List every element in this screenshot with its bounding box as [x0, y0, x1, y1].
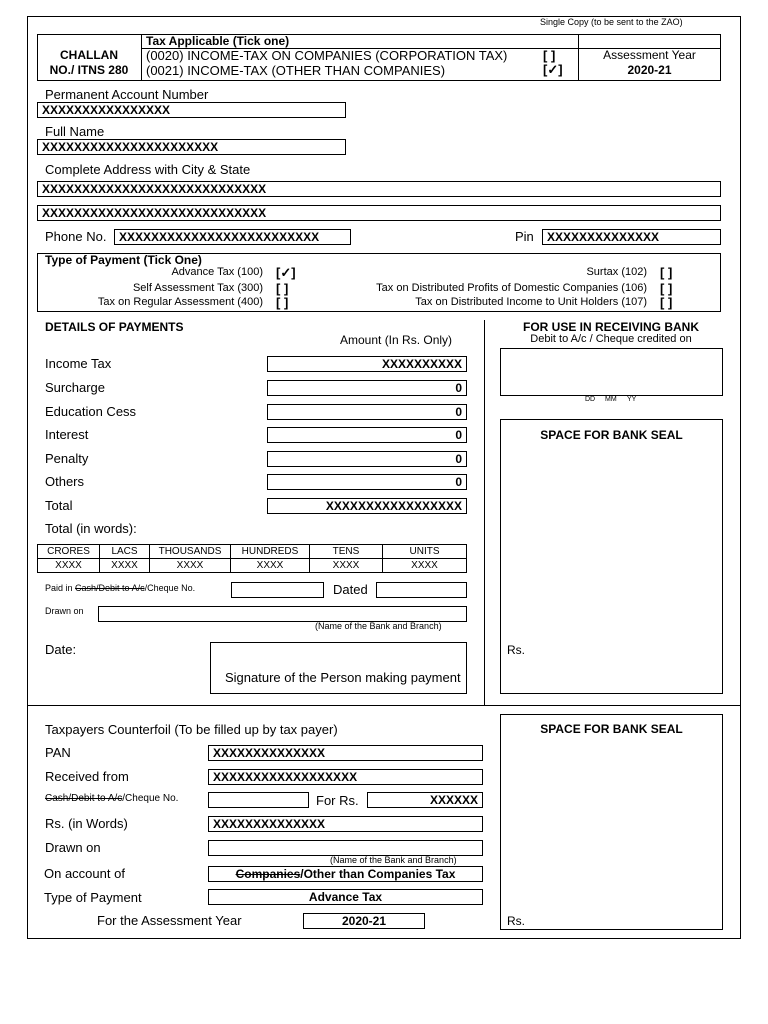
receiving-bank-heading: FOR USE IN RECEIVING BANK — [522, 320, 699, 334]
surtax-checkbox[interactable]: [ ] — [660, 265, 673, 280]
total-label: Total — [45, 498, 73, 513]
surcharge-amount[interactable]: 0 — [267, 380, 467, 396]
counterfoil-bank-seal-label: SPACE FOR BANK SEAL — [540, 722, 683, 736]
amount-in-words-table — [37, 544, 467, 573]
pin-label: Pin — [515, 229, 534, 244]
counterfoil-cheque-label — [45, 793, 178, 804]
counterfoil-type-label: Type of Payment — [44, 890, 142, 905]
penalty-amount[interactable]: 0 — [267, 451, 467, 467]
education-cess-label: Education Cess — [45, 404, 137, 419]
units-header: UNITS — [383, 545, 467, 559]
signature-label: Signature of the Person making payment — [225, 670, 461, 685]
option-0020-checkbox[interactable]: [ ] — [543, 48, 556, 63]
bank-seal-label: SPACE FOR BANK SEAL — [540, 428, 683, 442]
account-rest: /Other than Companies Tax — [300, 867, 456, 881]
name-label: Full Name — [45, 124, 105, 139]
counterfoil-bank-branch-note: (Name of the Bank and Branch) — [330, 855, 457, 865]
address-line2-field[interactable]: XXXXXXXXXXXXXXXXXXXXXXXXXXXX — [37, 205, 721, 221]
counterfoil-heading: Taxpayers Counterfoil (To be filled up by tax payer) — [45, 722, 338, 737]
on-account-of-label: On account of — [44, 866, 125, 881]
counterfoil-pan-field[interactable]: XXXXXXXXXXXXXX — [208, 745, 483, 761]
amount-label: Amount (In Rs. Only) — [340, 333, 453, 347]
counterfoil-cheque-struck: Cash/Debit to A/c — [45, 793, 123, 804]
drawn-on-field[interactable] — [98, 606, 467, 622]
account-struck: Companies — [235, 867, 301, 881]
cheque-number-field[interactable] — [231, 582, 324, 598]
challan-number: NO./ ITNS 280 — [49, 63, 129, 77]
interest-label: Interest — [45, 427, 89, 442]
hundreds-value[interactable]: XXXX — [231, 559, 310, 573]
address-label: Complete Address with City & State — [45, 162, 251, 177]
signature-box[interactable] — [210, 642, 467, 694]
bank-rs-label: Rs. — [507, 643, 525, 657]
drawn-on-label: Drawn on — [45, 606, 84, 616]
payment-type-heading: Type of Payment (Tick One) — [45, 253, 202, 267]
crores-header: CRORES — [38, 545, 100, 559]
income-tax-amount[interactable]: XXXXXXXXXX — [267, 356, 467, 372]
distributed-income-label: Tax on Distributed Income to Unit Holders (107) — [415, 296, 647, 308]
received-from-field[interactable]: XXXXXXXXXXXXXXXXXX — [208, 769, 483, 785]
on-account-of-field[interactable] — [208, 866, 483, 882]
advance-tax-label: Advance Tax (100) — [171, 266, 263, 278]
option-0020: (0020) INCOME-TAX ON COMPANIES (CORPORATION TAX) — [146, 48, 508, 63]
units-value[interactable]: XXXX — [383, 559, 467, 573]
education-cess-amount[interactable]: 0 — [267, 404, 467, 420]
distributed-profits-checkbox[interactable]: [ ] — [660, 281, 673, 296]
interest-amount[interactable]: 0 — [267, 427, 467, 443]
penalty-label: Penalty — [45, 451, 89, 466]
lacs-value[interactable]: XXXX — [100, 559, 150, 573]
counterfoil-year-label: For the Assessment Year — [97, 913, 242, 928]
rs-in-words-field[interactable]: XXXXXXXXXXXXXX — [208, 816, 483, 832]
distributed-profits-label: Tax on Distributed Profits of Domestic Companies (106) — [376, 282, 647, 294]
total-words-label: Total (in words): — [45, 521, 137, 536]
counterfoil-drawn-on-label: Drawn on — [45, 840, 101, 855]
counterfoil-rs-label: Rs. — [507, 914, 525, 928]
surcharge-label: Surcharge — [45, 380, 105, 395]
challan-title: CHALLAN — [60, 48, 118, 62]
full-name-field[interactable]: XXXXXXXXXXXXXXXXXXXXXX — [37, 139, 346, 155]
date-label: Date: — [45, 642, 77, 657]
counterfoil-pan-label: PAN — [45, 745, 71, 760]
tens-value[interactable]: XXXX — [310, 559, 383, 573]
advance-tax-checkbox[interactable]: [✓] — [276, 265, 296, 280]
counterfoil-divider — [27, 705, 741, 706]
dd-label: DD — [585, 396, 596, 403]
bank-branch-note: (Name of the Bank and Branch) — [315, 621, 442, 631]
crores-value[interactable]: XXXX — [38, 559, 100, 573]
rs-in-words-label: Rs. (in Words) — [45, 816, 128, 831]
tax-applicable-heading: Tax Applicable (Tick one) — [146, 34, 290, 48]
thousands-header: THOUSANDS — [150, 545, 231, 559]
bank-date-box[interactable] — [500, 348, 723, 396]
regular-assessment-label: Tax on Regular Assessment (400) — [97, 296, 263, 308]
counterfoil-drawn-on-field[interactable] — [208, 840, 483, 856]
debit-note: Debit to A/c / Cheque credited on — [530, 333, 692, 345]
received-from-label: Received from — [45, 769, 129, 784]
pan-label: Permanent Account Number — [45, 87, 209, 102]
lacs-header: LACS — [100, 545, 150, 559]
counterfoil-year-field[interactable]: 2020-21 — [303, 913, 425, 929]
counterfoil-cheque-suffix: /Cheque No. — [122, 793, 179, 804]
tens-header: TENS — [310, 545, 383, 559]
assessment-year: 2020-21 — [627, 63, 672, 77]
self-assessment-checkbox[interactable]: [ ] — [276, 281, 289, 296]
regular-assessment-checkbox[interactable]: [ ] — [276, 295, 289, 310]
paid-in-suffix: /Cheque No. — [144, 583, 196, 593]
self-assessment-label: Self Assessment Tax (300) — [132, 282, 263, 294]
paid-in-struck: Cash/Debit to A/c — [75, 583, 145, 593]
mm-label: MM — [605, 396, 617, 403]
dated-field[interactable] — [376, 582, 467, 598]
address-line1-field[interactable]: XXXXXXXXXXXXXXXXXXXXXXXXXXXX — [37, 181, 721, 197]
yy-label: YY — [627, 396, 637, 403]
pin-field[interactable]: XXXXXXXXXXXXXX — [542, 229, 721, 245]
paid-in-label — [45, 583, 195, 593]
others-label: Others — [45, 474, 85, 489]
assessment-year-label: Assessment Year — [603, 48, 696, 62]
option-0021-checkbox[interactable]: [✓] — [543, 62, 563, 77]
counterfoil-cheque-field[interactable] — [208, 792, 309, 808]
phone-field[interactable]: XXXXXXXXXXXXXXXXXXXXXXXXX — [114, 229, 351, 245]
phone-label: Phone No. — [45, 229, 107, 244]
counterfoil-type-field[interactable]: Advance Tax — [208, 889, 483, 905]
pan-field[interactable]: XXXXXXXXXXXXXXXX — [37, 102, 346, 118]
bank-seal-box — [500, 419, 723, 694]
total-amount[interactable]: XXXXXXXXXXXXXXXXX — [267, 498, 467, 514]
for-rs-label: For Rs. — [316, 793, 359, 808]
surtax-label: Surtax (102) — [586, 266, 647, 278]
income-tax-label: Income Tax — [45, 356, 112, 371]
others-amount[interactable]: 0 — [267, 474, 467, 490]
paid-in-prefix: Paid in — [45, 583, 76, 593]
copy-note: Single Copy (to be sent to the ZAO) — [540, 17, 683, 27]
for-rs-field[interactable]: XXXXXX — [367, 792, 483, 808]
dated-label: Dated — [333, 582, 368, 597]
thousands-value[interactable]: XXXX — [150, 559, 231, 573]
hundreds-header: HUNDREDS — [231, 545, 310, 559]
option-0021: (0021) INCOME-TAX (OTHER THAN COMPANIES) — [146, 63, 446, 78]
details-heading: DETAILS OF PAYMENTS — [45, 320, 184, 334]
distributed-income-checkbox[interactable]: [ ] — [660, 295, 673, 310]
counterfoil-bank-seal-box — [500, 714, 723, 930]
